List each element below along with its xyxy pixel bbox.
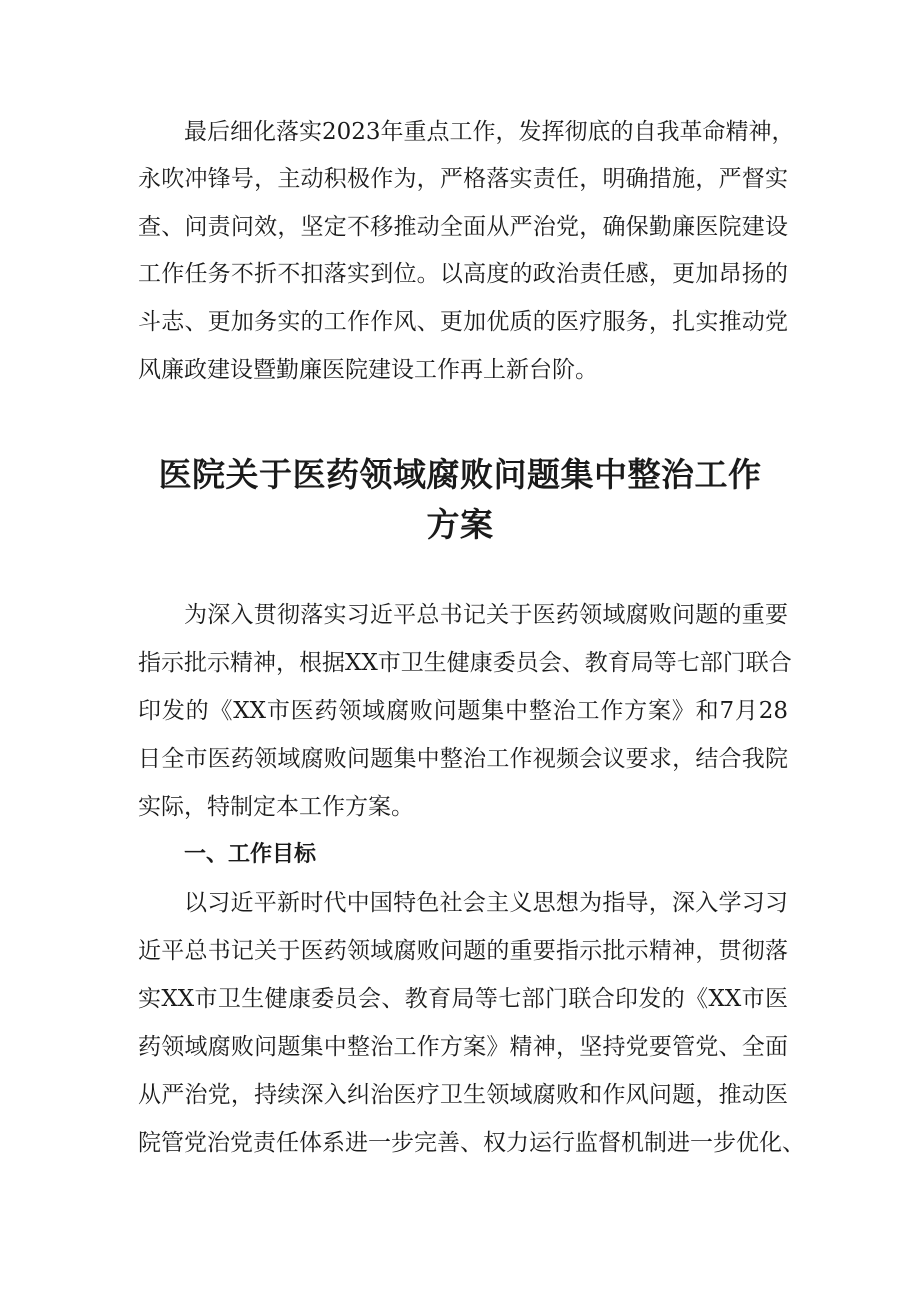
goal-line-5: 从严治党，持续深入纠治医疗卫生领域腐败和作风问题，推动医 — [138, 1082, 788, 1108]
preamble-line-1: 为深入贯彻落实习近平总书记关于医药领域腐败问题的重要 — [184, 602, 788, 628]
title-line-2: 方案 — [426, 505, 494, 544]
intro-line-2: 永吹冲锋号，主动积极作为，严格落实责任，明确措施，严督实 — [138, 166, 788, 192]
title-line-1: 医院关于医药领域腐败问题集中整治工作 — [158, 455, 762, 494]
goal-line-6: 院管党治党责任体系进一步完善、权力运行监督机制进一步优化、 — [138, 1130, 805, 1156]
intro-line-3: 查、问责问效，坚定不移推动全面从严治党，确保勤廉医院建设 — [138, 214, 788, 240]
preamble-line-5: 实际，特制定本工作方案。 — [138, 794, 414, 820]
goal-line-2: 近平总书记关于医药领域腐败问题的重要指示批示精神，贯彻落 — [138, 938, 788, 964]
goal-line-1: 以习近平新时代中国特色社会主义思想为指导，深入学习习 — [184, 890, 788, 916]
intro-line-6: 风廉政建设暨勤廉医院建设工作再上新台阶。 — [138, 357, 598, 383]
preamble-line-2: 指示批示精神，根据XX市卫生健康委员会、教育局等七部门联合 — [138, 650, 792, 676]
intro-line-5: 斗志、更加务实的工作作风、更加优质的医疗服务，扎实推动党 — [138, 309, 788, 335]
preamble-line-4: 日全市医药领域腐败问题集中整治工作视频会议要求，结合我院 — [138, 746, 788, 772]
goal-line-3: 实XX市卫生健康委员会、教育局等七部门联合印发的《XX市医 — [138, 986, 788, 1012]
intro-line-1: 最后细化落实2023年重点工作，发挥彻底的自我革命精神， — [184, 119, 795, 145]
goal-line-4: 药领域腐败问题集中整治工作方案》精神，坚持党要管党、全面 — [138, 1034, 788, 1060]
intro-line-4: 工作任务不折不扣落实到位。以高度的政治责任感，更加昂扬的 — [138, 261, 788, 287]
section-heading: 一、工作目标 — [184, 842, 317, 867]
preamble-line-3: 印发的《XX市医药领域腐败问题集中整治工作方案》和7月28 — [138, 698, 788, 724]
